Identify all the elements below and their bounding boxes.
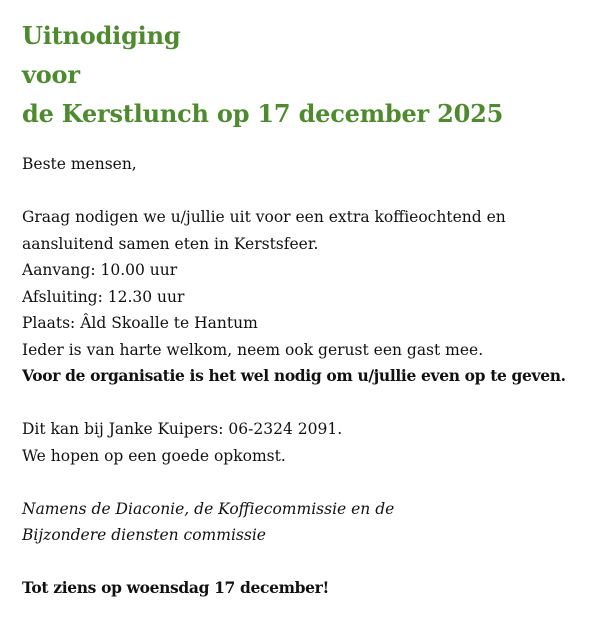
title-line-2: voor: [22, 60, 80, 89]
spacer: [22, 390, 588, 417]
invitation-document: [22, 16, 588, 602]
start-time: Aanvang: 10.00 uur: [22, 261, 178, 279]
location: Plaats: Âld Skoalle te Hantum: [22, 314, 258, 332]
title-line-1: Uitnodiging: [22, 21, 181, 50]
spacer: [22, 469, 588, 496]
contact-line: Dit kan bij Janke Kuipers: 06-2324 2091.: [22, 420, 343, 438]
welcome-text: Ieder is van harte welkom, neem ook gerust een gast mee.: [22, 340, 484, 359]
spacer: [22, 178, 588, 205]
greeting: Beste mensen,: [22, 155, 137, 173]
invitation-title: [22, 16, 588, 133]
signature-line-2: Bijzondere diensten commissie: [22, 526, 266, 544]
spacer: [22, 549, 588, 576]
registration-note: Voor de organisatie is het wel nodig om u/jullie even op te geven.: [22, 366, 566, 385]
title-line-3: de Kerstlunch op 17 december 2025: [22, 99, 504, 128]
end-time: Afsluiting: 12.30 uur: [22, 287, 185, 306]
invite-text-line-1: Graag nodigen we u/jullie uit voor een extra koffieochtend en: [22, 208, 506, 226]
signature-line-1: Namens de Diaconie, de Koffiecommissie en de: [22, 499, 395, 518]
invite-text-line-2: aansluitend samen eten in Kerstsfeer.: [22, 234, 319, 253]
hope-line: We hopen op een goede opkomst.: [22, 446, 286, 465]
closing-line: Tot ziens op woensdag 17 december!: [22, 578, 329, 597]
